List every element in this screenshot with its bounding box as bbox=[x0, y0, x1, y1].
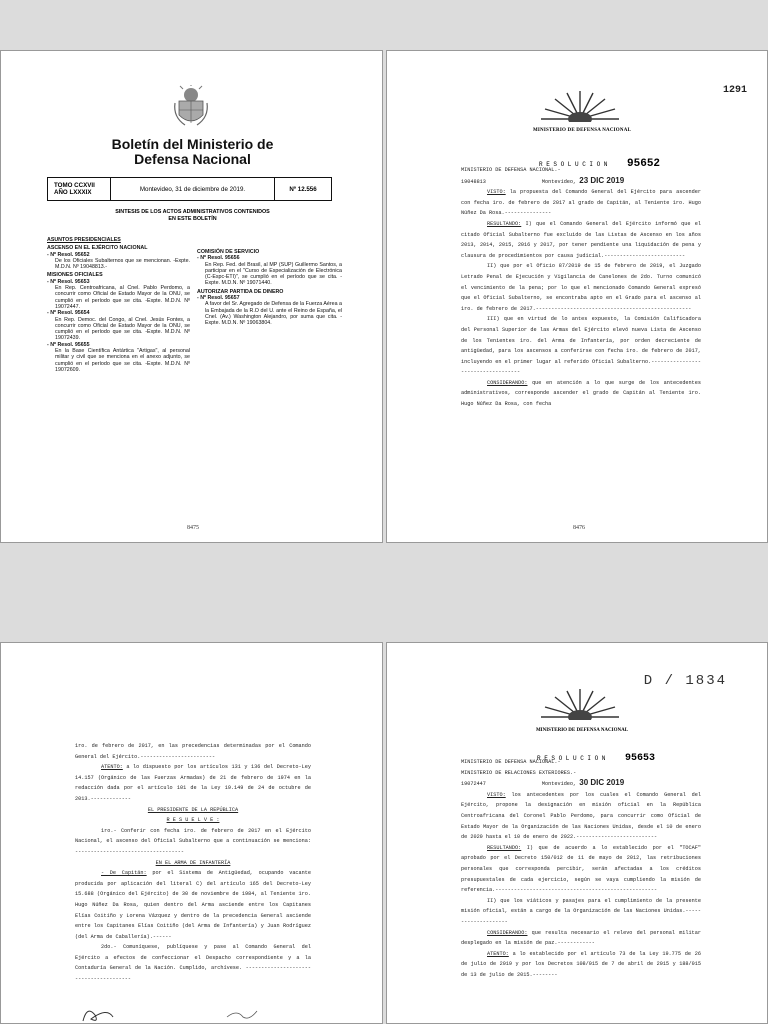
synthesis-section-heading: ASUNTOS PRESIDENCIALES bbox=[47, 237, 121, 243]
resolution-ref: - Nº Resol. 95653 bbox=[47, 278, 90, 285]
resolution-95653-page bbox=[386, 642, 768, 1024]
paragraph-lead: RESULTANDO: bbox=[487, 844, 522, 851]
header-ministry-2: MINISTERIO DE RELACIONES EXTERIORES.- bbox=[461, 769, 577, 776]
number-cell: Nº 12.556 bbox=[289, 185, 317, 193]
resuelve-paragraphs bbox=[75, 826, 311, 858]
page-number: 8476 bbox=[573, 525, 585, 531]
resolution-ref: - Nº Resol. 95654 bbox=[47, 310, 90, 317]
body-paragraph bbox=[461, 187, 701, 219]
synthesis-left-column bbox=[47, 235, 190, 373]
paragraph-text: II) que por el Oficio 87/2019 de 15 de febrero de 2019, el Juzgado Letrado Penal de Ejecución y Vigilancia de Canelones de 2do. Turno comunicó el vencimiento de la pena; por lo que el mencionado Comando General expresó que el Oficial Subalterno, se encontraba apto en el Grado para el ascenso al 1ro. de febrero de 2017.-------------------------------------------------- bbox=[461, 263, 701, 312]
synthesis-section-heading: MISIONES OFICIALES bbox=[47, 272, 103, 279]
bulletin-title-line1: Boletín del Ministerio de bbox=[111, 136, 274, 152]
body-paragraph bbox=[461, 261, 701, 314]
paragraph-text: por el Sistema de Antigüedad, ocupando vacante producida por aplicación del literal C) del artículo 165 del Decreto-Ley 15.688 (Orgánico del Ejército) de 30 de noviembre de 1984, al Teniente 1ro. Hugo Núñez Da Rosa, quien dentro del Arma asciende entre los Capitanes Elías Coitiño y Lorena Vázquez y dentro de la precedencia General asciende entre los Capitanes Elías Coitiño (del Arma de Infantería) y Juan Rodríguez (del Arma de Caballería).------ bbox=[75, 870, 311, 940]
synthesis-entry-text: De los Oficiales Subalternos que se mencionan. -Expte. M.D.N. Nº 19048813.- bbox=[55, 257, 190, 271]
page-stamp-number: D / 1834 bbox=[643, 673, 727, 689]
synthesis-entry-text: En Rep. Centroafricana, al Cnel. Pablo Perdomo, a concurrir como Oficial de Estado Mayor de la ONU, se cumplió en el período que se cita. -Expte. M.D.N. Nº 19072447. bbox=[55, 285, 190, 310]
paragraph-lead: RESULTANDO: bbox=[487, 220, 522, 227]
arma-heading: EN EL ARMA DE INFANTERÍA bbox=[155, 859, 231, 866]
resuelve-heading: R E S U E L V E : bbox=[166, 817, 220, 824]
body-paragraph bbox=[75, 868, 311, 942]
date-cell: Montevideo, 31 de diciembre de 2019. bbox=[111, 178, 275, 200]
paragraph-lead: CONSIDERANDO: bbox=[487, 379, 528, 386]
page-number: 8475 bbox=[187, 525, 199, 531]
paragraph-text: a lo establecido por el artículo 73 de la Ley 19.775 de 26 de julio de 2019 y por los Decretos 108/015 de 7 de abril de 2015 y 188/015 de 13 de julio de 2015.-------- bbox=[461, 950, 701, 978]
paragraph-text: la propuesta del Comando General del Ejército para ascender con fecha 1ro. de febrero de 2017 al grado de Capitán, al Teniente 1ro. Hugo Núñez Da Rosa.--------------- bbox=[461, 189, 701, 217]
paragraph-lead: VISTO: bbox=[487, 791, 506, 798]
resolution-ref: - Nº Resol. 95655 bbox=[47, 341, 90, 348]
resolution-ref: - Nº Resol. 95652 bbox=[47, 251, 90, 258]
tomo-cell bbox=[48, 178, 111, 200]
coat-of-arms-emblem bbox=[171, 85, 211, 129]
anio-label: AÑO LXXXIX bbox=[54, 189, 92, 196]
bulletin-cover-page bbox=[0, 50, 383, 543]
resolution-number: 95652 bbox=[627, 158, 661, 170]
synthesis-entry-text: En la Base Científica Antártica "Artigas", al personal militar y civil que se menciona en el anexo adjunto, se cumplió en el período que se cita. -Expte. M.D.N. Nº 19072609. bbox=[55, 348, 190, 373]
synthesis-heading-line2: EN ESTE BOLETÍN bbox=[168, 216, 217, 222]
date-stamp: 23 DIC 2019 bbox=[579, 175, 625, 185]
synthesis-entry-text: En Rep. Democ. del Congo, al Cnel. Jesús Fontes, a concurrir como Oficial de Estado Mayor de la ONU, se cumplió en el período que se cita. -Expte. M.D.N. Nº 19072439. bbox=[55, 316, 190, 342]
resolution-ref: - Nº Resol. 95656 bbox=[197, 255, 240, 262]
expte-number: 19072447 bbox=[461, 781, 486, 788]
resolution-paragraphs bbox=[461, 790, 701, 981]
body-paragraph bbox=[75, 762, 311, 804]
paragraph-text: III) que en virtud de lo antes expuesto, la Comisión Calificadora del Personal Superior de las Armas del Ejército elevó nueva Lista de Ascenso de los Tenientes 1ro. del Arma de Infantería, por orden decreciente de antigüedad, para los ascensos a conferirse con fecha 1ro. de febrero de 2017, incluyendo en el primer lugar al referido Oficial Subalterno.----------------------------------- bbox=[461, 316, 701, 376]
continuation-body bbox=[75, 741, 311, 985]
resolution-continuation-page bbox=[0, 642, 383, 1024]
body-paragraph bbox=[75, 826, 311, 858]
bulletin-title-line2: Defensa Nacional bbox=[134, 151, 251, 167]
body-paragraph bbox=[461, 314, 701, 378]
resolution-body bbox=[461, 165, 701, 410]
sun-emblem bbox=[537, 687, 623, 727]
body-paragraph bbox=[461, 928, 701, 949]
body-paragraph bbox=[461, 896, 701, 928]
body-paragraph bbox=[461, 219, 701, 261]
page-stamp-number: 1291 bbox=[722, 85, 747, 96]
sun-emblem bbox=[537, 89, 623, 129]
paragraph-lead: ATENTO: bbox=[101, 764, 123, 771]
paragraph-text: 1ro.- Conferir con fecha 1ro. de febrero de 2017 en el Ejército Nacional, el ascenso del Oficial Subalterno que a continuación se menciona: ----------------------------------- bbox=[75, 827, 311, 855]
header-ministry: MINISTERIO DE DEFENSA NACIONAL.- bbox=[461, 759, 561, 765]
synthesis-heading bbox=[41, 209, 344, 223]
body-paragraph bbox=[75, 942, 311, 984]
paragraph-text: 1ro. de febrero de 2017, en las precedencias determinadas por el Comando General del Ejército.------------------------ bbox=[75, 743, 311, 760]
continuation-paragraphs bbox=[75, 741, 311, 805]
paragraph-text: que resulta necesario el relevo del personal militar desplegado en la misión de paz.------------ bbox=[461, 929, 701, 947]
body-paragraph bbox=[461, 949, 701, 981]
resolution-number: 95653 bbox=[625, 753, 656, 764]
paragraph-lead: - De Capitán: bbox=[101, 870, 147, 877]
paragraph-lead: VISTO: bbox=[487, 189, 506, 196]
president-heading: EL PRESIDENTE DE LA REPÚBLICA bbox=[147, 806, 239, 813]
resolution-body bbox=[461, 757, 701, 980]
synthesis-entry-text: En Rep. Fed. del Brasil, al MP (SUP) Guillermo Santos, a participar en el "Curso de Especialización de Electrónica (C-Espc-ETI)", se cumplió en el período que se cita. -Expte. M.D.N. Nº 19071440. bbox=[205, 261, 342, 287]
synthesis-entry-text: A favor del Sr. Agregado de Defensa de la Fuerza Aérea a la Embajada de la R.O del U. ante el Reino de España, el Cnel. (Av.) Washington Alejandro, por suma que cita. -Expte. M.D.N. Nº 19063804. bbox=[205, 301, 342, 327]
synthesis-section-heading: ASCENSO EN EL EJÉRCITO NACIONAL bbox=[47, 245, 148, 252]
synthesis-section-heading: COMISIÓN DE SERVICIO bbox=[197, 249, 260, 255]
synthesis-heading-line1: SINTESIS DE LOS ACTOS ADMINISTRATIVOS CONTENIDOS bbox=[115, 209, 270, 215]
bulletin-info-box bbox=[47, 177, 332, 201]
date-stamp: 30 DIC 2019 bbox=[579, 778, 625, 788]
paragraph-text: I) que el Comando General del Ejército informó que el citado Oficial Subalterno fue excluido de las Listas de Ascenso en los años 2013, 2014, 2015, 2016 y 2017, por tener pendiente una liquidación de pena y clausura de procedimientos por causa judicial.-------------------------- bbox=[461, 220, 701, 259]
expte-line bbox=[461, 778, 701, 790]
resolution-label: R E S O L U C I O N bbox=[539, 161, 608, 168]
synthesis-right-column bbox=[197, 247, 342, 327]
paragraph-text: I) que de acuerdo a lo establecido por el "TOCAF" aprobado por el Decreto 150/012 de 11 de mayo de 2012, las retribuciones personales que corresponda percibir, serán afectadas a los créditos presupuestales de cada ejercicio, según se vaya cumpliendo la misión de referencia.---------------------------------------------------- bbox=[461, 844, 701, 894]
expte-number: 19048813 bbox=[461, 178, 486, 185]
tomo-label: TOMO CCXVII bbox=[54, 181, 95, 189]
place-label: Montevideo, bbox=[541, 781, 577, 788]
expte-line bbox=[461, 176, 701, 188]
body-paragraph bbox=[461, 378, 701, 410]
ascenso-paragraphs bbox=[75, 868, 311, 985]
paragraph-text: los antecedentes por los cuales el Comando General del Ejército, propone la designación en misión oficial en la República Centroafricana del Coronel Pablo Perdomo, para concurrir como Oficial de Estado Mayor de la Organización de las Naciones Unidas, desde el 10 de enero de 2020 hasta el 10 de enero de 2022.-------------------------- bbox=[461, 791, 701, 841]
ministry-label: MINISTERIO DE DEFENSA NACIONAL bbox=[535, 728, 629, 733]
place-label: Montevideo, bbox=[541, 178, 577, 185]
synthesis-section-heading: AUTORIZAR PARTIDA DE DINERO bbox=[197, 288, 284, 295]
resolution-paragraphs bbox=[461, 187, 701, 409]
body-paragraph bbox=[461, 843, 701, 896]
paragraph-text: a lo dispuesto por los artículos 131 y 136 del Decreto-Ley 14.157 (Orgánico de las Fuerzas Armadas) de 21 de febrero de 1974 en la redacción dada por el artículo 101 de la Ley 19.149 de 24 de octubre de 2013.------------- bbox=[75, 764, 311, 802]
ministry-label: MINISTERIO DE DEFENSA NACIONAL bbox=[532, 128, 632, 133]
header-ministry: MINISTERIO DE DEFENSA NACIONAL.- bbox=[461, 167, 561, 173]
body-paragraph bbox=[75, 741, 311, 762]
paragraph-text: II) que los viáticos y pasajes para el cumplimiento de la presente misión oficial, están a cargo de la Organización de las Naciones Unidas.-------------------- bbox=[461, 897, 701, 925]
paragraph-lead: CONSIDERANDO: bbox=[487, 929, 528, 936]
signature-mark bbox=[77, 1003, 277, 1024]
paragraph-lead: ATENTO: bbox=[487, 950, 509, 957]
body-paragraph bbox=[461, 790, 701, 843]
resolution-ref: - Nº Resol. 95657 bbox=[197, 295, 240, 302]
paragraph-text: que en atención a lo que surge de los antecedentes administrativos, corresponde ascender el grado de Capitán al Teniente 1ro. Hugo Núñez Da Rosa, con fecha bbox=[461, 379, 701, 408]
bulletin-title bbox=[41, 137, 344, 167]
resolution-95652-page bbox=[386, 50, 768, 543]
paragraph-text: 2do.- Comuníquese, publíquese y pase al Comando General del Ejército a efectos de confeccionar el Despacho correspondiente y a la Contaduría General de la Nación. Cumplido, archívese. --------------------------------------- bbox=[75, 944, 311, 983]
resolution-label: R E S O L U C I O N bbox=[537, 755, 606, 762]
